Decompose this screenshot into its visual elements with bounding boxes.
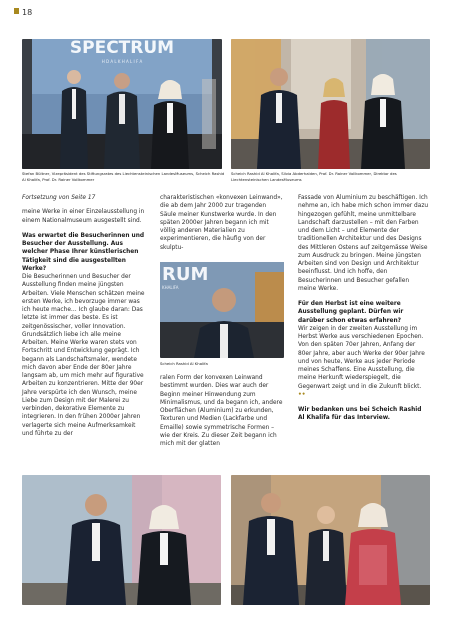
photo-top-left-banner: SPECTRUM [69,39,175,58]
photo-top-right-image [231,39,430,169]
interview-answer-2-text: Wir zeigen in der zweiten Ausstellung im Herbst Werke aus verschiedenen Epochen. Von den späten 70er Jahren, Anfang der 80er Jahre, aber auch Werke der 90er Jahre und von heute, Werke aus jeder Periode meines Schaffens. Eine Ausstellung, die meine Herkunft wiederspiegelt, die Gegenwart zeigt und in die Zukunft blickt. [298,325,425,390]
column-2-bottom [160,374,284,448]
photo-top-left [22,39,222,169]
column-2-text-bottom: ralen Form der konvexen Leinwand bestimmt wurden. Dies war auch der Beginn meiner Hinwendung zum Minimalismus, und da begann ich, andere Oberflächen (Aluminium) zu erkunden, Texturen und Medien (Lackfarbe und Emaille) sowie symmetrische Formen – wie der Kreis. Zu dieser Zeit begann ich mich mit der glatten [160,375,283,447]
caption-top-right: Scheich Rashid Al Khalifa, Silvia Abderhalden, Prof. Dr. Rainer Vollkommer, Direktor des Liechtensteinischen LandesMuseums [231,171,397,182]
interview-answer-2 [298,325,429,399]
column-3 [298,194,429,423]
column-3-text: Fassade von Aluminium zu beschäftigen. Ich nehme an, ich habe mich schon immer dazu hingezogen gefühlt, meine unmittelbare Landschaft darzustellen – mit den Farben und dem Licht – und Elemente der traditionellen Architektur und des Designs des Mittleren Ostens auf zeitgemässe Weise zum Ausdruck zu bringen. Meine jüngsten Arbeiten sind von Design und Architektur beeinflusst. Und ich hoffe, den Besucherinnen und Besucher gefallen meine Werke. [298,195,429,292]
page-corner-accent [14,8,19,14]
photo-top-right [231,39,430,169]
column-2 [160,194,284,252]
caption-top-left: Stefan Bültner, Vizepräsident des Stiftungsrates des Liechtensteinischen LandesMuseums, Scheich Rashid Al Khalifa, Prof. Dr. Rainer Vollkommer [22,171,225,182]
photo-bottom-left [22,475,221,605]
column-1-intro: meine Werke in einer Einzelausstellung in einem Nationalmuseum ausgestellt sind. [22,209,145,224]
column-2-text-top: charakteristischen «konvexen Leinwand», die ab dem Jahr 2000 zur tragenden Säule meiner Kunstwerke wurde. In den späten 2000er Jahren begann ich mit völlig anderen Materialien zu experimentieren, die häufig von der skulptu- [160,195,283,251]
photo-mid-banner-sub: KHALIFA [162,285,179,290]
interview-thanks: Wir bedanken uns bei Scheich Rashid Al Khalifa für das Interview. [298,407,422,422]
photo-mid-banner: RUM [162,264,209,285]
photo-bottom-right-image [231,475,430,605]
page-number: 18 [22,8,33,17]
continued-from-note: Fortsetzung von Seite 17 [22,195,96,201]
photo-top-left-image [22,39,222,169]
photo-mid-image [160,262,284,358]
column-1 [22,194,146,438]
caption-mid: Scheich Rashid Al Khalifa [160,361,208,366]
interview-answer-1: Die Besucherinnen und Besucher der Ausstellung finden meine jüngsten Arbeiten. Viele Menschen schätzen meine ersten Werke, ich bevorzuge immer was ich heute mache… Ich glaube daran: Das letzte ist immer das beste. Es ist zeitgenössischer, voller Innovation. Grundsätzlich liebe ich alle meine Arbeiten. Meine Werke waren stets von Fortschritt und Entwicklung geprägt. Ich begann als Landschaftsmaler, wendete mich davon aber Ende der 80er Jahre langsam ab, um mich mehr auf figurative Arbeiten zu konzentrieren. Mitte der 90er Jahre verspürte ich den Wunsch, meine Liebe zum Design mit der Malerei zu verbinden, dekorative Elemente zu integrieren. In den frühen 2000er Jahren verlagerte sich meine Aufmerksamkeit und führte zu der [22,274,145,437]
interview-question-2: Für den Herbst ist eine weitere Ausstellung geplant. Dürfen wir darüber schon etwas erfahren? [298,301,404,324]
end-mark: •• [298,391,306,398]
photo-bottom-right [231,475,430,605]
interview-question-1: Was erwartet die Besucherinnen und Besucher der Ausstellung. Aus welcher Phase Ihrer künstlerischen Tätigkeit sind die ausgestellten Werke? [22,232,145,272]
photo-bottom-left-image [22,475,221,605]
photo-top-left-banner-sub: H D A L K H A L I F A [101,59,143,64]
photo-mid [160,262,284,358]
